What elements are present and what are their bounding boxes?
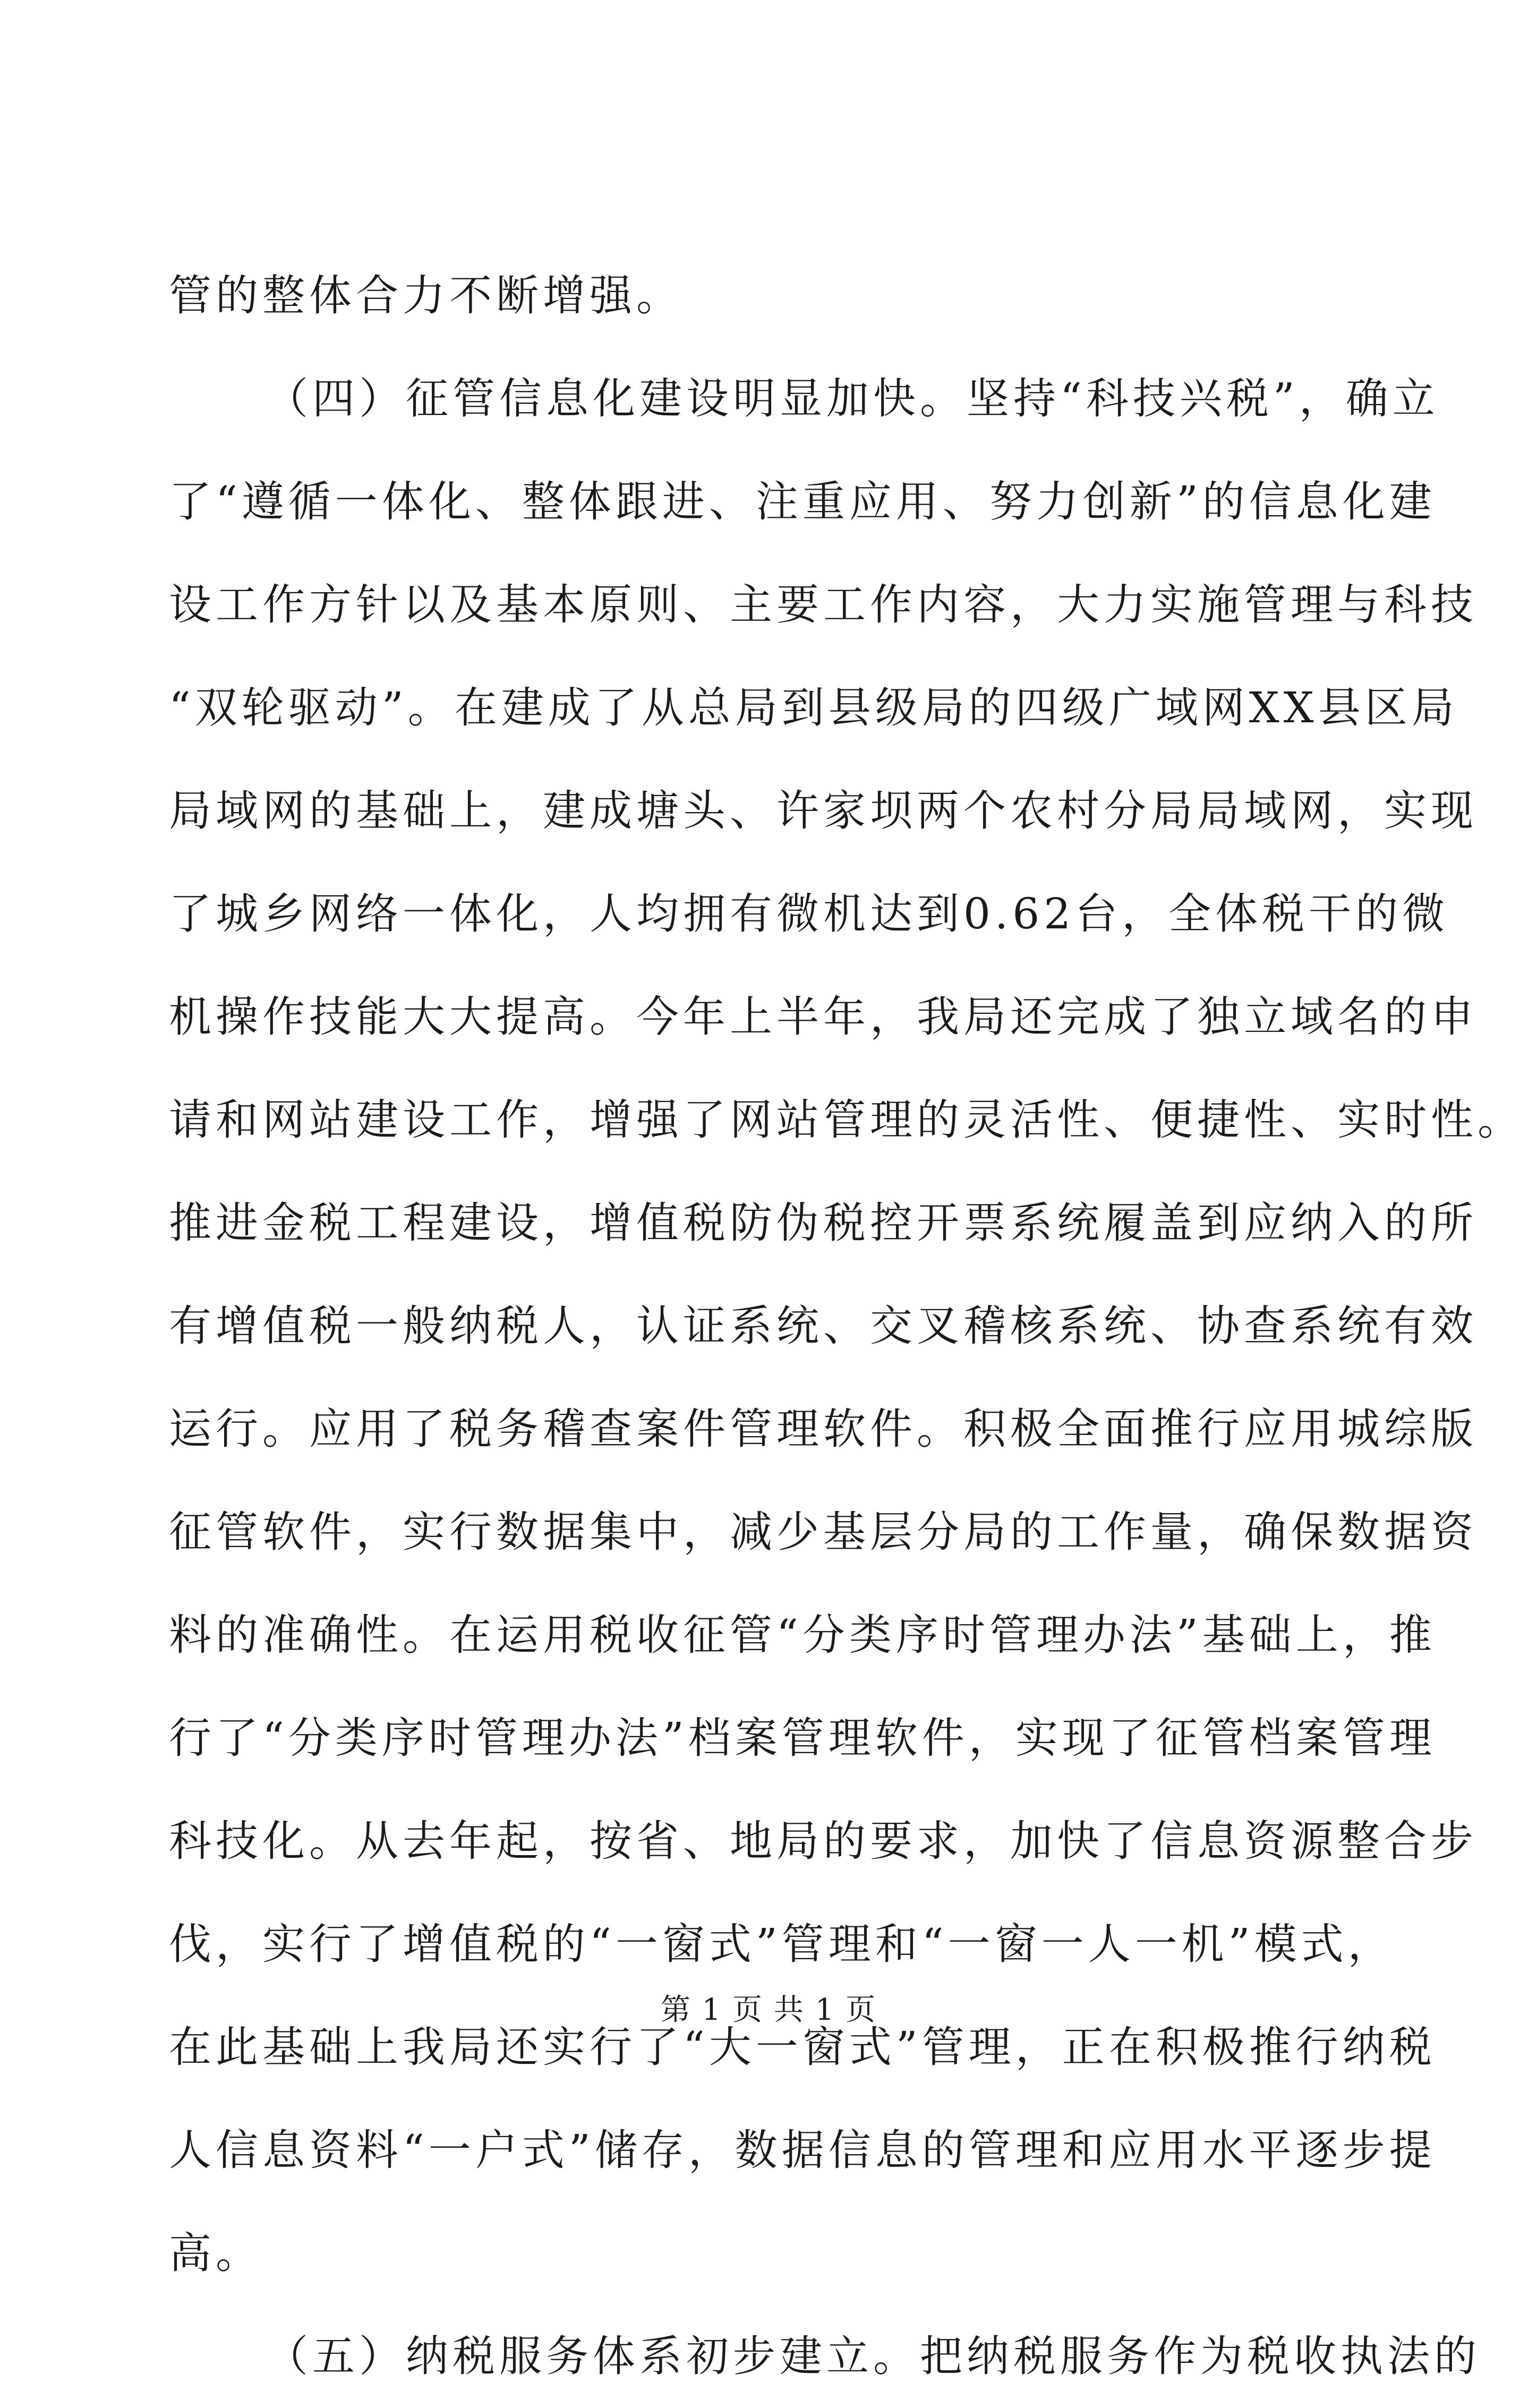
text-line: “双轮驱动”。在建成了从总局到县级局的四级广域网XX县区局 xyxy=(169,683,1458,732)
text-line: 行了“分类序时管理办法”档案管理软件，实现了征管档案管理 xyxy=(169,1713,1436,1763)
text-line: 高。 xyxy=(169,2228,262,2278)
text-line: 在此基础上我局还实行了“大一窗式”管理，正在积极推行纳税 xyxy=(169,2022,1436,2072)
text-line: 了“遵循一体化、整体跟进、注重应用、努力创新”的信息化建 xyxy=(169,477,1436,526)
text-line: 管的整体合力不断增强。 xyxy=(169,271,683,320)
text-line: 有增值税一般纳税人，认证系统、交叉稽核系统、协查系统有效 xyxy=(169,1301,1478,1351)
text-line: 征管软件，实行数据集中，减少基层分局的工作量，确保数据资 xyxy=(169,1507,1478,1557)
text-line: 科技化。从去年起，按省、地局的要求，加快了信息资源整合步 xyxy=(169,1816,1478,1866)
text-line: 人信息资料“一户式”储存，数据信息的管理和应用水平逐步提 xyxy=(169,2125,1436,2175)
page-footer: 第 1 页 共 1 页 xyxy=(660,1993,877,2027)
text-line: 机操作技能大大提高。今年上半年，我局还完成了独立域名的申 xyxy=(169,992,1478,1041)
body-text xyxy=(169,244,1524,2408)
text-line: 局域网的基础上，建成塘头、许家坝两个农村分局局域网，实现 xyxy=(169,786,1478,835)
text-line: 推进金税工程建设，增值税防伪税控开票系统履盖到应纳入的所 xyxy=(169,1198,1478,1248)
text-line: 了城乡网络一体化，人均拥有微机达到0.62台，全体税干的微 xyxy=(169,889,1449,938)
text-line: （四）征管信息化建设明显加快。坚持“科技兴税”，确立 xyxy=(266,374,1439,423)
text-line: 设工作方针以及基本原则、主要工作内容，大力实施管理与科技 xyxy=(169,580,1478,629)
text-line: 料的准确性。在运用税收征管“分类序时管理办法”基础上，推 xyxy=(169,1610,1436,1660)
text-line: （五）纳税服务体系初步建立。把纳税服务作为税收执法的 xyxy=(266,2332,1481,2381)
text-line: 运行。应用了税务稽查案件管理软件。积极全面推行应用城综版 xyxy=(169,1404,1478,1454)
text-line: 伐，实行了增值税的“一窗式”管理和“一窗一人一机”模式， xyxy=(169,1919,1395,1969)
text-line: 请和网站建设工作，增强了网站管理的灵活性、便捷性、实时性。 xyxy=(169,1095,1524,1145)
